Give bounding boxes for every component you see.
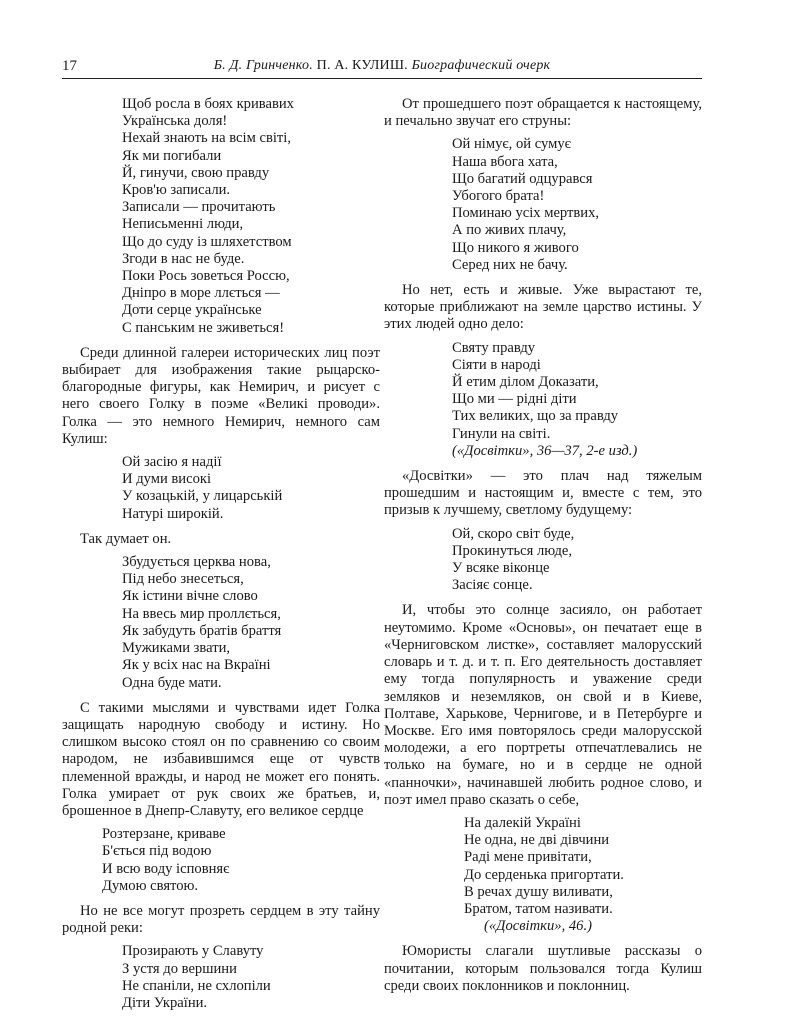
verse-line: Згоди в нас не буде. bbox=[122, 250, 245, 267]
verse-line: Ой німує, ой сумує bbox=[452, 136, 571, 153]
verse-line: Що ми — рідні діти bbox=[452, 391, 577, 408]
verse-line: Наша вбога хата, bbox=[452, 153, 558, 170]
verse-line: Під небо знесеться, bbox=[122, 571, 244, 588]
verse-line: С панським не зживеться! bbox=[122, 319, 285, 336]
verse-line: Доти серце українське bbox=[122, 302, 262, 319]
verse-block bbox=[62, 826, 380, 895]
verse-line: У всяке віконце bbox=[452, 560, 550, 577]
verse-line: Засіяє сонце. bbox=[452, 577, 533, 594]
verse-line: Гинули на світі. bbox=[452, 425, 551, 442]
source-citation: («Досвітки», 36—37, 2-е изд.) bbox=[452, 442, 638, 459]
verse-line: А по живих плачу, bbox=[452, 222, 567, 239]
verse-line: Українська доля! bbox=[122, 113, 228, 130]
verse-line: У козацькій, у лицарській bbox=[122, 488, 283, 505]
verse-line: Нехай знають на всім світі, bbox=[122, 130, 291, 147]
verse-line: Убогого брата! bbox=[452, 188, 545, 205]
verse-block bbox=[62, 943, 380, 1012]
verse-line: Раді мене привітати, bbox=[464, 849, 592, 866]
page-number: 17 bbox=[62, 58, 77, 74]
verse-line: Поминаю усіх мертвих, bbox=[452, 205, 600, 222]
paragraph: «Досвітки» — это плач над тяжелым прошедшим и настоящим и, вместе с тем, это призыв к лучшему, светлому будущему: bbox=[384, 468, 702, 519]
paragraph: Но нет, есть и живые. Уже вырастают те, которые приближают на земле царство истины. У этих людей одно дело: bbox=[384, 282, 702, 333]
running-header bbox=[62, 56, 702, 79]
verse-line: Що до суду із шляхетством bbox=[122, 233, 292, 250]
verse-line: Кров'ю записали. bbox=[122, 182, 231, 199]
verse-line: Мужиками звати, bbox=[122, 640, 231, 657]
verse-line: На далекій Україні bbox=[464, 814, 581, 831]
verse-line: Натурі широкій. bbox=[122, 505, 224, 522]
verse-line: Діти України. bbox=[122, 994, 208, 1011]
verse-line: Б'ється під водою bbox=[102, 843, 212, 860]
verse-line: Прозирають у Славуту bbox=[122, 943, 264, 960]
verse-line: Що никого я живого bbox=[452, 239, 579, 256]
paragraph: И, чтобы это солнце засияло, он работает неутомимо. Кроме «Основы», он печатает еще в «Черниговском листке», составляет малорусский словарь и т. д. и т. п. Его деятельность доставляет ему тогда популярность и уважение среди земляков и неземляков, он свой и в Киеве, Полтаве, Харькове, Чернигове, и в Петербурге и Москве. Его имя повторялось среди малорусской молодежи, а его портреты отпечатлевались не только на бумаге, но и в сердце не одной «панночки», начинавшей любить родное слово, и поэт имел право сказать о себе, bbox=[384, 602, 702, 808]
verse-line: Прокинуться люде, bbox=[452, 542, 573, 559]
verse-line: Думою святою. bbox=[102, 877, 199, 894]
verse-line: И всю воду ісповняє bbox=[102, 860, 230, 877]
header-subject: П. А. КУЛИШ. bbox=[316, 58, 408, 73]
paragraph: Но не все могут прозреть сердцем в эту тайну родной реки: bbox=[62, 902, 380, 937]
verse-line: Одна буде мати. bbox=[122, 674, 222, 691]
verse-block bbox=[384, 815, 702, 918]
verse-line: Ой засію я надії bbox=[122, 454, 222, 471]
verse-line: Поки Рось зоветься Россю, bbox=[122, 268, 290, 285]
verse-line: До серденька пригортати. bbox=[464, 866, 624, 883]
verse-line: На ввесь мир проллється, bbox=[122, 605, 281, 622]
verse-line: Ой, скоро світ буде, bbox=[452, 525, 575, 542]
verse-block bbox=[384, 136, 702, 274]
source-citation: («Досвітки», 46.) bbox=[484, 918, 592, 935]
verse-line: И думи високі bbox=[122, 471, 212, 488]
running-title bbox=[62, 58, 702, 74]
verse-line: Й, гинучи, свою правду bbox=[122, 164, 270, 181]
verse-block bbox=[62, 96, 380, 337]
verse-block bbox=[62, 454, 380, 523]
paragraph: С такими мыслями и чувствами идет Голка защищать народную свободу и истину. Но слишком высоко стоял он по сравнению со своим народом, не избавившимся еще от чувств племенной вражды, и народ не может его понять. Голка умирает от рук своих же братьев, и, брошенное в Днепр-Славуту, его великое сердце bbox=[62, 699, 380, 819]
verse-line: Дніпро в море ллється — bbox=[122, 285, 280, 302]
verse-line: Й етим ділом Доказати, bbox=[452, 374, 599, 391]
verse-line: З устя до вершини bbox=[122, 960, 237, 977]
verse-line: Тих великих, що за правду bbox=[452, 408, 619, 425]
header-author: Б. Д. Гринченко. bbox=[213, 58, 313, 73]
verse-block bbox=[384, 526, 702, 595]
verse-line: В речах душу виливати, bbox=[464, 883, 613, 900]
verse-line: Не спаніли, не схлопіли bbox=[122, 977, 271, 994]
verse-line: Що багатий одцурався bbox=[452, 170, 593, 187]
verse-block bbox=[384, 340, 702, 443]
verse-line: Не одна, не дві дівчини bbox=[464, 832, 610, 849]
verse-line: Як у всіх нас на Вкраїні bbox=[122, 657, 271, 674]
paragraph: Юмористы слагали шутливые рассказы о почитании, которым пользовался тогда Кулиш среди своих поклонников и поклонниц. bbox=[384, 943, 702, 994]
verse-line: Братом, татом називати. bbox=[464, 900, 613, 917]
verse-line: Як ми погибали bbox=[122, 147, 222, 164]
header-subtitle: Биографический очерк bbox=[411, 58, 551, 73]
verse-line: Розтерзане, криваве bbox=[102, 826, 226, 843]
verse-line: Неписьменні люди, bbox=[122, 216, 244, 233]
verse-block bbox=[62, 554, 380, 692]
paragraph: От прошедшего поэт обращается к настоящему, и печально звучат его струны: bbox=[384, 96, 702, 130]
right-column bbox=[384, 96, 702, 995]
verse-line: Сіяти в народі bbox=[452, 356, 541, 373]
left-column bbox=[62, 96, 380, 1020]
verse-line: Щоб росла в боях кривавих bbox=[122, 96, 294, 112]
verse-line: Серед них не бачу. bbox=[452, 256, 568, 273]
paragraph: Так думает он. bbox=[80, 530, 172, 547]
verse-line: Як забудуть братів браття bbox=[122, 622, 282, 639]
verse-line: Записали — прочитають bbox=[122, 199, 276, 216]
verse-line: Як істини вічне слово bbox=[122, 588, 258, 605]
verse-line: Святу правду bbox=[452, 339, 536, 356]
paragraph: Среди длинной галереи исторических лиц поэт выбирает для изображения такие рыцарско-благородные фигуры, как Немирич, и рисует с него своего Голку в поэме «Великі проводи». Голка — это немного Немирич, немного сам Кулиш: bbox=[62, 344, 380, 447]
verse-line: Збудується церква нова, bbox=[122, 554, 271, 571]
